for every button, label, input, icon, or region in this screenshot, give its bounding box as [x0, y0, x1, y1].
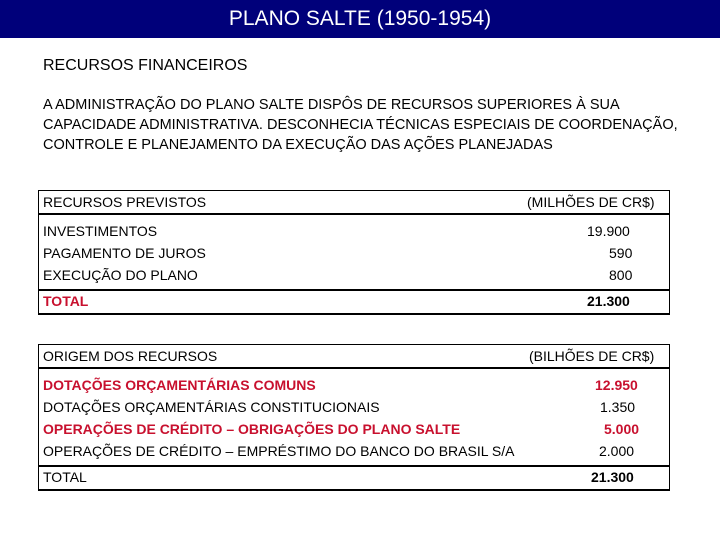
row-value: 1.350 [600, 399, 636, 415]
resources-origin-table [38, 344, 670, 491]
row-value: 19.900 [587, 223, 630, 239]
section-heading: RECURSOS FINANCEIROS [43, 57, 248, 74]
row-label: INVESTIMENTOS [43, 223, 158, 239]
row-value: 2.000 [599, 443, 635, 459]
total-value: 21.300 [587, 293, 630, 309]
table-row [39, 441, 669, 463]
table-row [39, 397, 669, 419]
table-row [39, 419, 669, 441]
row-value: 590 [609, 245, 633, 261]
table-total-row [39, 289, 669, 313]
table-body [39, 369, 669, 465]
row-label: OPERAÇÕES DE CRÉDITO – OBRIGAÇÕES DO PLANO SALTE [43, 421, 461, 437]
row-value: 800 [609, 267, 633, 283]
total-value: 21.300 [591, 469, 634, 485]
row-label: PAGAMENTO DE JUROS [43, 245, 206, 261]
row-label: EXECUÇÃO DO PLANO [43, 267, 198, 283]
table-body [39, 215, 669, 289]
header-label: ORIGEM DOS RECURSOS [43, 348, 218, 364]
table-row [39, 265, 669, 287]
header-unit: (MILHÕES DE CR$) [527, 194, 655, 210]
header-unit: (BILHÕES DE CR$) [529, 348, 655, 364]
row-value: 5.000 [604, 421, 640, 437]
page-title: PLANO SALTE (1950-1954) [228, 7, 492, 30]
table-row [39, 375, 669, 397]
total-label: TOTAL [43, 293, 89, 309]
row-value: 12.950 [595, 377, 638, 393]
intro-paragraph: A ADMINISTRAÇÃO DO PLANO SALTE DISPÔS DE RECURSOS SUPERIORES À SUA CAPACIDADE ADMINISTRATIVA. DESCONHECIA TÉCNICAS ESPECIAIS DE COORDENAÇÃO, CONTROLE E PLANEJAMENTO DA EXECUÇÃO DAS AÇÕES PLANEJADAS [43, 97, 678, 153]
table-row [39, 243, 669, 265]
title-bar [0, 0, 720, 38]
row-label: DOTAÇÕES ORÇAMENTÁRIAS CONSTITUCIONAIS [43, 399, 380, 415]
table-header [39, 191, 669, 215]
resources-planned-table [38, 190, 670, 315]
table-total-row [39, 465, 669, 489]
row-label: DOTAÇÕES ORÇAMENTÁRIAS COMUNS [43, 377, 316, 393]
table-row [39, 221, 669, 243]
row-label: OPERAÇÕES DE CRÉDITO – EMPRÉSTIMO DO BANCO DO BRASIL S/A [43, 443, 515, 459]
table-header [39, 345, 669, 369]
total-label: TOTAL [43, 469, 87, 485]
header-label: RECURSOS PREVISTOS [43, 194, 207, 210]
